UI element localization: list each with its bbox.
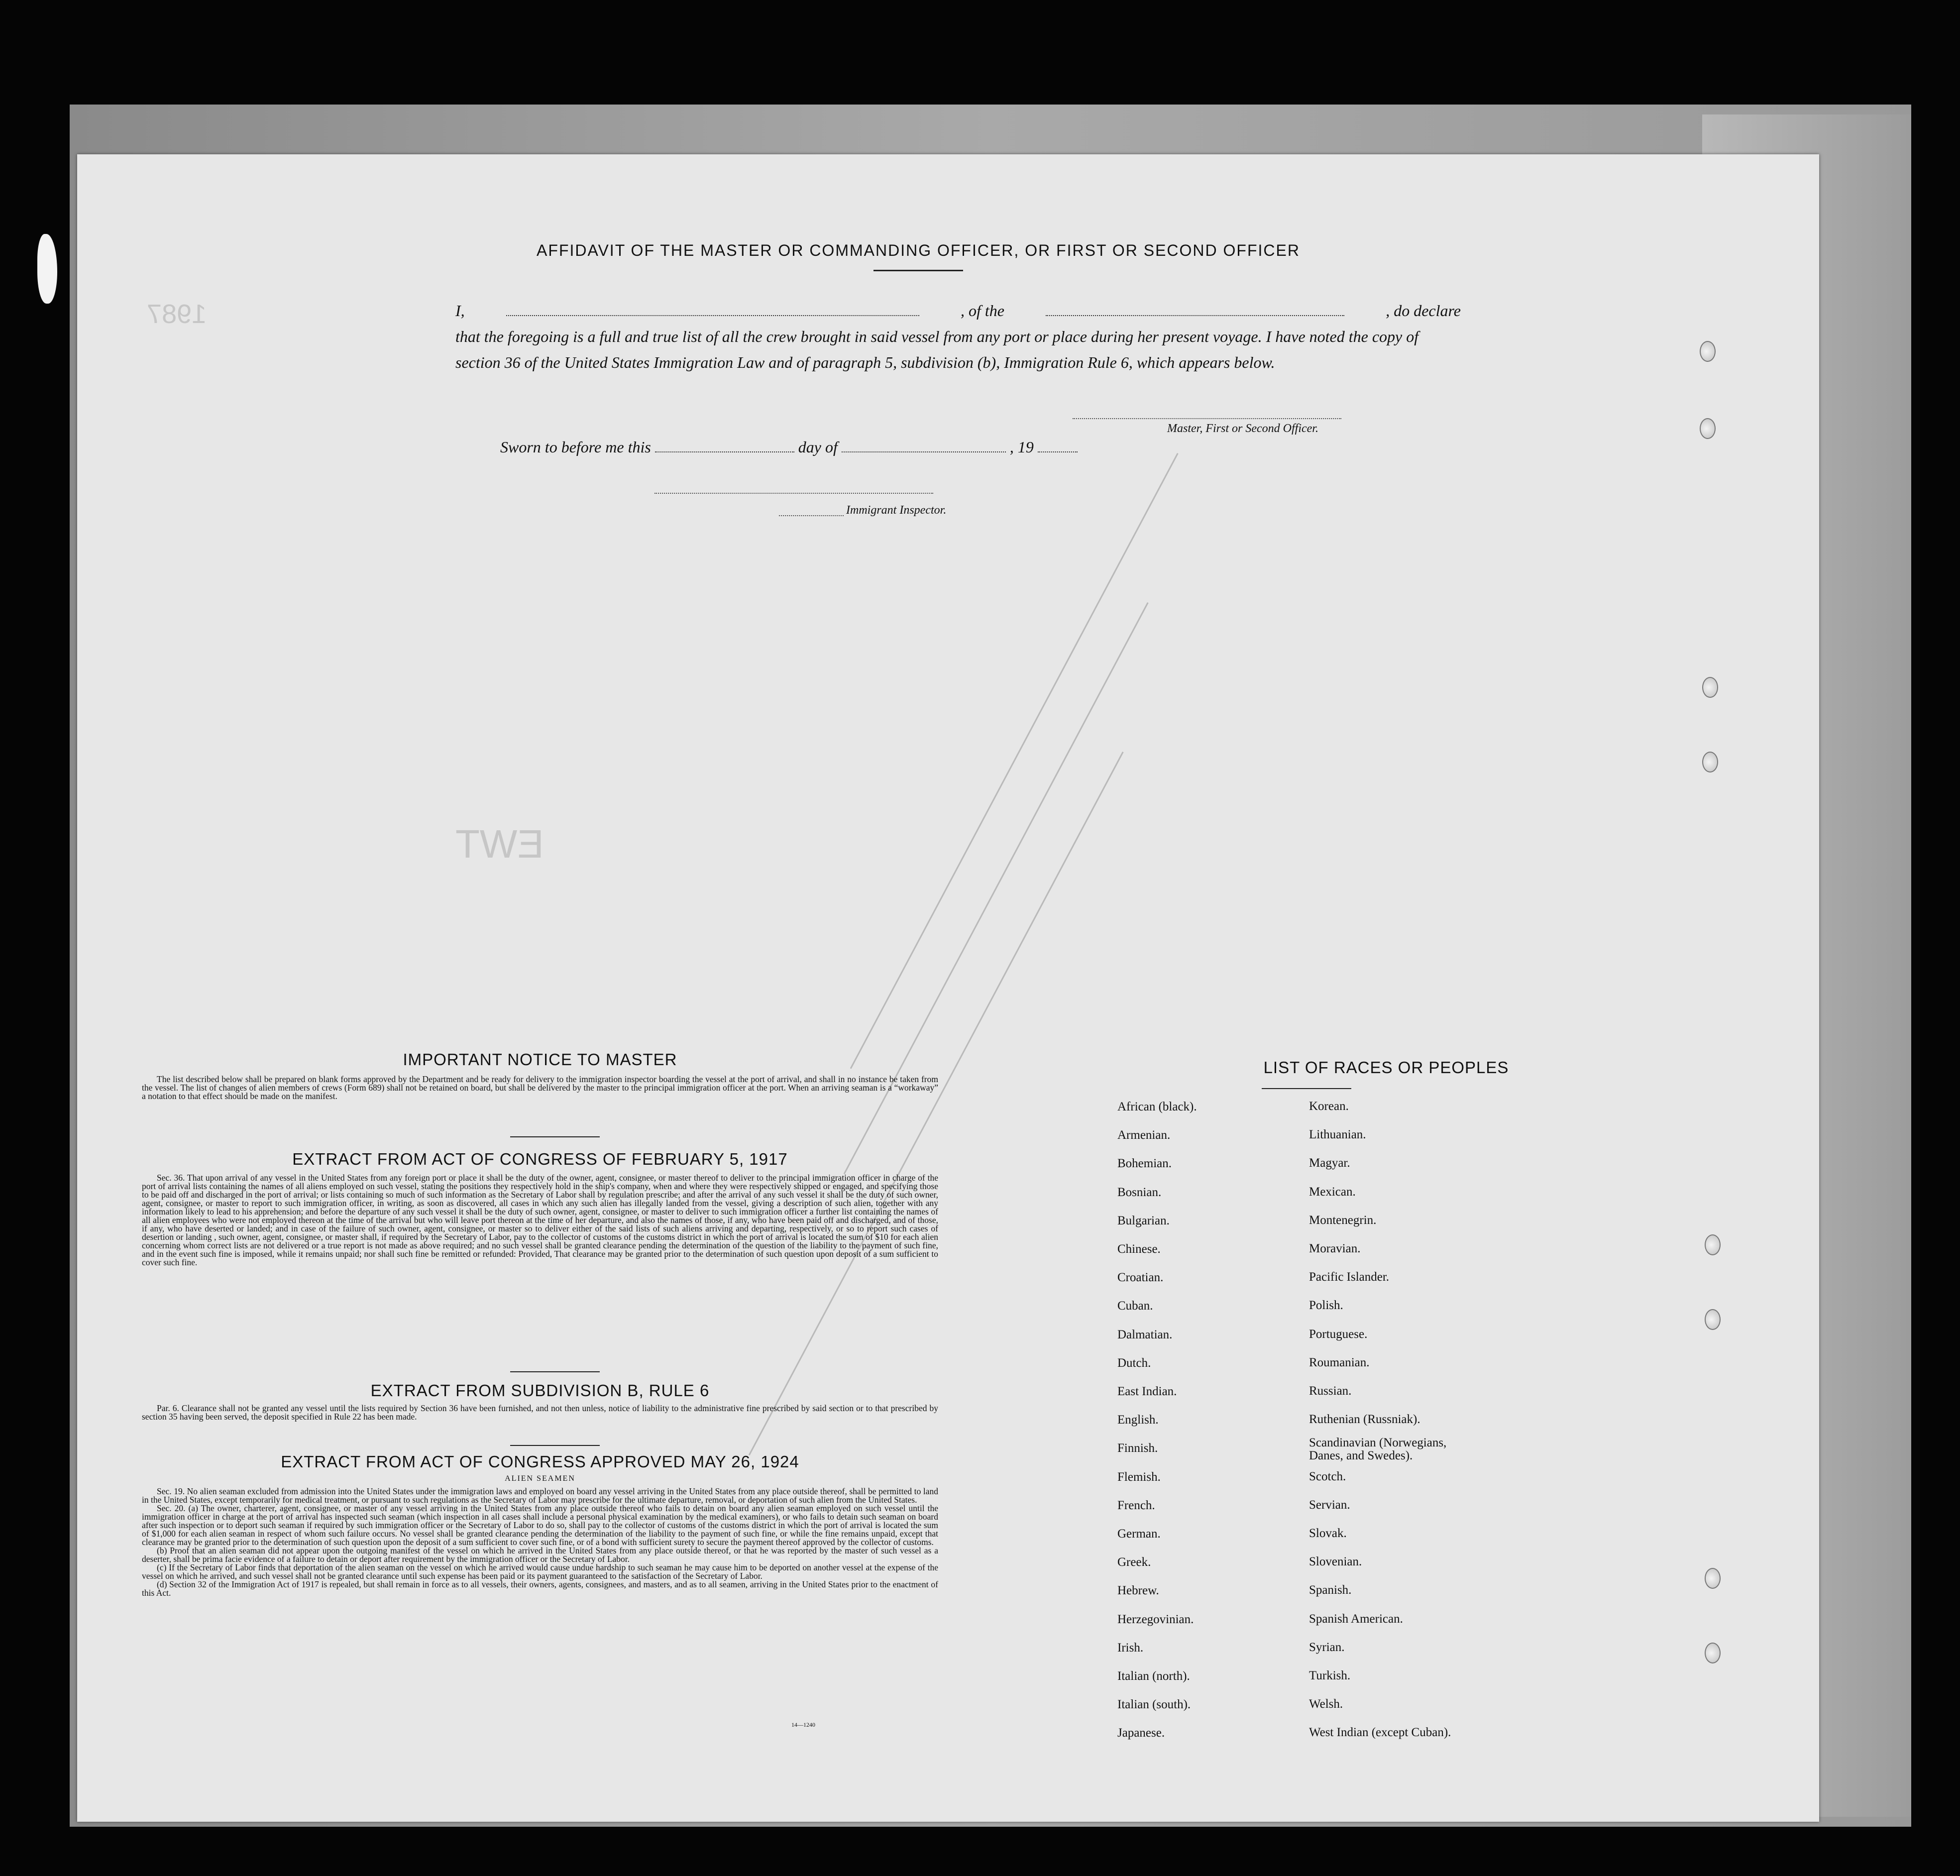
divider xyxy=(1262,1088,1351,1089)
punch-hole xyxy=(1705,1234,1721,1255)
affidavit-body xyxy=(455,298,1461,375)
sec-19-paragraph: Sec. 19. No alien seaman excluded from admission into the United States under the immigration laws and employed on board any vessel arriving in the United States from any place outside thereof, shall be permitted to land in the United States, except temporarily for medical treatment, or pursuant to such regulations as the Secretary of Labor may prescribe for the ultimate departure, removal, or deportation of such alien from the United States. xyxy=(142,1486,938,1505)
race-right-item: Portuguese. xyxy=(1309,1327,1368,1341)
notice-paragraph: The list described below shall be prepared on blank forms approved by the Department and be ready for delivery to the immigration inspector boarding the vessel at the port of arrival, and shall in no instance be taken from the vessel. The list of changes of alien members of crews (Form 689) shall not be retained on board, but shall be delivered by the master to the principal immigration officer at the port. When an arriving seaman is a “workaway” a notation to that effect should be made on the manifest. xyxy=(142,1074,938,1101)
race-left-item: Armenian. xyxy=(1117,1128,1171,1142)
rule-6-heading: EXTRACT FROM SUBDIVISION B, RULE 6 xyxy=(370,1381,710,1400)
race-right-item: Syrian. xyxy=(1309,1640,1345,1654)
race-left-item: African (black). xyxy=(1117,1100,1197,1113)
sworn-line xyxy=(500,438,1078,456)
divider xyxy=(510,1136,600,1137)
race-right-item: Russian. xyxy=(1309,1384,1352,1398)
divider xyxy=(873,270,963,271)
race-left-item: Chinese. xyxy=(1117,1242,1161,1256)
extract-1924-heading: EXTRACT FROM ACT OF CONGRESS APPROVED MAY 26, 1924 xyxy=(281,1452,799,1471)
affidavit-i: I, xyxy=(455,302,465,320)
punch-hole xyxy=(1700,418,1716,439)
race-right-item: Spanish American. xyxy=(1309,1612,1403,1626)
pencil-tally-mark xyxy=(749,752,1124,1455)
divider xyxy=(510,1371,600,1372)
race-left-item: Japanese. xyxy=(1117,1726,1165,1740)
sec-20b-paragraph: (b) Proof that an alien seaman did not appear upon the outgoing manifest of the vessel on which he arrived in the United States from any place outside thereof, or that he was reported by the master of such vessel as a deserter, shall be prima facie evidence of a failure to detain or deport after requirement by the immigration officer or the Secretary of Labor. xyxy=(142,1545,938,1564)
race-right-item: Lithuanian. xyxy=(1309,1128,1366,1142)
rule-6-text xyxy=(142,1404,938,1421)
extract-1917-section xyxy=(142,1150,938,1267)
race-left-item: Dalmatian. xyxy=(1117,1327,1173,1341)
sec-20c-paragraph: (c) If the Secretary of Labor finds that deportation of the alien seaman on the vessel on which he arrived would cause undue hardship to such seaman he may cause him to be deported on another vessel at the expense of the vessel on which he arrived, and such vessel shall not be granted clearance until such expense has been paid or its payment guaranteed to the satisfaction of the Secretary of Labor. xyxy=(142,1562,938,1581)
race-right-item: Montenegrin. xyxy=(1309,1213,1377,1227)
declarant-name-field[interactable] xyxy=(506,308,919,316)
affidavit-title: AFFIDAVIT OF THE MASTER OR COMMANDING OFFICER, OR FIRST OR SECOND OFFICER xyxy=(537,241,1300,259)
race-left-item: Bosnian. xyxy=(1117,1185,1162,1199)
race-right-item: Spanish. xyxy=(1309,1583,1352,1597)
race-right-item: Scandinavian (Norwegians, Danes, and Swedes). xyxy=(1309,1436,1447,1463)
race-left-item: Irish. xyxy=(1117,1641,1144,1655)
race-left-item: Bohemian. xyxy=(1117,1157,1172,1171)
extract-1917-heading: EXTRACT FROM ACT OF CONGRESS OF FEBRUARY 5, 1917 xyxy=(292,1150,788,1168)
race-left-item: German. xyxy=(1117,1527,1161,1541)
race-left-item: Italian (south). xyxy=(1117,1698,1191,1712)
affidavit-do-declare: , do declare xyxy=(1386,302,1461,320)
punch-hole xyxy=(1705,1309,1721,1330)
notice-heading: IMPORTANT NOTICE TO MASTER xyxy=(403,1050,677,1069)
notice-text xyxy=(142,1075,938,1101)
race-right-item: Ruthenian (Russniak). xyxy=(1309,1413,1420,1427)
sec-36-paragraph: Sec. 36. That upon arrival of any vessel in the United States from any foreign port or place it shall be the duty of the owner, agent, consignee, or master thereof to deliver to the principal immigration officer in charge of the port of arrival lists containing the names of all aliens employed on such vessel, stating the positions they respectively hold in the ship's company, when and where they were respectively shipped or engaged, and specifying those to be paid off and discharged in the port of arrival; or lists containing so much of such information as the Secretary of Labor shall by regulation prescribe; and after the arrival of any such vessel it shall be the duty of such owner, agent, consignee, or master to report to such immigration officer, in writing, as soon as discovered, all cases in which any such alien has illegally landed from the vessel, giving a description of such alien, together with any information likely to lead to his apprehension; and before the departure of any such vessel it shall be the duty of such owner, agent, consignee, or master to deliver to such immigration officer a further list containing the names of all alien employees who were not employed thereon at the time of the arrival but who will leave port thereon at the time of her departure, and also the names of those, if any, who have been paid off and discharged, and of those, if any, who have deserted or landed; and in case of the failure of such owner, agent, consignee, or master so to deliver either of the said lists of such aliens arriving and departing, respectively, or so to report such cases of desertion or landing , such owner, agent, consignee, or master shall, if required by the Secretary of Labor, pay to the collector of customs of the customs district in which the port of arrival is located the sum of $10 for each alien concerning whom correct lists are not delivered or a true report is not made as above required; and no such vessel shall be granted clearance pending the determination of the question of the liability to the payment of such fine, and in the event such fine is imposed, while it remains unpaid; nor shall such fine be remitted or refunded: Provided, That clearance may be granted prior to the determination of such question upon deposit of a sum sufficient to cover such fine. xyxy=(142,1173,938,1267)
race-left-item: Greek. xyxy=(1117,1555,1151,1569)
race-right-item: Moravian. xyxy=(1309,1242,1361,1255)
race-left-item: Bulgarian. xyxy=(1117,1214,1170,1227)
sworn-month-field[interactable] xyxy=(842,444,1006,452)
race-left-item: English. xyxy=(1117,1413,1159,1427)
race-right-item: Korean. xyxy=(1309,1100,1349,1113)
extract-1917-text xyxy=(142,1174,938,1267)
punch-hole xyxy=(1705,1568,1721,1589)
sec-20a-paragraph: Sec. 20. (a) The owner, charterer, agent, consignee, or master of any vessel arriving in the United States from any place outside thereof who fails to detain on board any alien seaman employed on such vessel until the immigration officer in charge at the port of arrival has inspected such seaman (which inspection in all cases shall include a personal physical examination by the medical examiners), or who fails to detain such seaman on board after such inspection or to deport such seaman if required by such immigration officer or the Secretary of Labor to do so, shall pay to the collector of customs of the customs district in which the port of arrival is located the sum of $1,000 for each alien seaman in respect of whom such failure occurs. No vessel shall be granted clearance pending the determination of the liability to the payment of such fine, or while the fine remains unpaid, except that clearance may be granted prior to the determination of such question upon the deposit of a sum sufficient to cover such fine, or of a bond with sufficient surety to secure the payment thereof approved by the collector of customs. xyxy=(142,1503,938,1547)
race-right-item: Scotch. xyxy=(1309,1469,1346,1483)
race-left-item: Cuban. xyxy=(1117,1299,1153,1313)
punch-hole xyxy=(1702,752,1718,772)
race-left-item: Hebrew. xyxy=(1117,1584,1159,1598)
race-left-item: Italian (north). xyxy=(1117,1669,1190,1683)
inspector-caption: Immigrant Inspector. xyxy=(846,504,947,517)
race-right-item: Turkish. xyxy=(1309,1669,1351,1682)
race-right-item: Slovenian. xyxy=(1309,1555,1362,1569)
pencil-tally-mark xyxy=(850,453,1179,1069)
day-of-label: day of xyxy=(798,438,838,456)
bleed-through-mark: 1987 xyxy=(147,299,207,329)
inspector-lead-line xyxy=(779,515,844,516)
divider xyxy=(510,1445,600,1446)
extract-1924-section xyxy=(142,1452,938,1597)
rule-6-section xyxy=(142,1381,938,1421)
races-title: LIST OF RACES OR PEOPLES xyxy=(1263,1058,1509,1077)
race-right-item: Mexican. xyxy=(1309,1185,1356,1199)
alien-seamen-subheading: ALIEN SEAMEN xyxy=(505,1474,575,1483)
affidavit-statement: that the foregoing is a full and true list of all the crew brought in said vessel from any port or place during her present voyage. I have noted the copy of section 36 of the United States Immigration Law and of paragraph 5, subdivision (b), Immigration Rule 6, which appears below. xyxy=(455,328,1419,371)
race-right-item: Slovak. xyxy=(1309,1527,1347,1540)
officer-signature-caption: Master, First or Second Officer. xyxy=(1167,422,1318,435)
year-label: , 19 xyxy=(1009,438,1034,456)
inspector-signature-field[interactable] xyxy=(654,493,933,494)
race-right-item: Pacific Islander. xyxy=(1309,1270,1390,1284)
paper-tab xyxy=(37,234,57,304)
race-right-item: Magyar. xyxy=(1309,1156,1350,1170)
race-left-item: Dutch. xyxy=(1117,1356,1151,1370)
par-6-paragraph: Par. 6. Clearance shall not be granted any vessel until the lists required by Section 36 have been furnished, and not then unless, notice of liability to the administrative fine prescribed by said section or to that prescribed by section 35 having been served, the deposit specified in Rule 22 has been made. xyxy=(142,1403,938,1422)
sworn-label: Sworn to before me this xyxy=(500,438,651,456)
race-right-item: Roumanian. xyxy=(1309,1355,1370,1369)
race-left-item: Flemish. xyxy=(1117,1470,1161,1484)
manifest-page xyxy=(77,154,1819,1822)
sec-20d-paragraph: (d) Section 32 of the Immigration Act of 1917 is repealed, but shall remain in force as to all vessels, their owners, agents, consignees, and masters, and as to all seamen, arriving in the United States prior to the enactment of this Act. xyxy=(142,1579,938,1598)
race-right-item: Welsh. xyxy=(1309,1697,1343,1711)
punch-hole xyxy=(1705,1643,1721,1663)
form-number: 14—1240 xyxy=(791,1721,815,1728)
punch-hole xyxy=(1702,677,1718,698)
race-left-item: Herzegovinian. xyxy=(1117,1612,1194,1626)
officer-signature-field[interactable] xyxy=(1073,418,1341,419)
race-right-item: West Indian (except Cuban). xyxy=(1309,1726,1451,1740)
race-right-item: Polish. xyxy=(1309,1299,1343,1313)
notice-section xyxy=(142,1050,938,1101)
sworn-day-field[interactable] xyxy=(655,444,794,452)
extract-1924-text xyxy=(142,1487,938,1597)
sworn-year-field[interactable] xyxy=(1038,444,1078,452)
bleed-through-mark: EWT xyxy=(455,822,544,866)
race-left-item: French. xyxy=(1117,1498,1155,1512)
punch-hole xyxy=(1700,341,1716,362)
vessel-name-field[interactable] xyxy=(1046,308,1344,316)
affidavit-of-the: , of the xyxy=(960,302,1004,320)
race-left-item: Finnish. xyxy=(1117,1441,1158,1455)
race-left-item: East Indian. xyxy=(1117,1385,1177,1398)
race-right-item: Servian. xyxy=(1309,1498,1350,1512)
race-left-item: Croatian. xyxy=(1117,1271,1164,1285)
